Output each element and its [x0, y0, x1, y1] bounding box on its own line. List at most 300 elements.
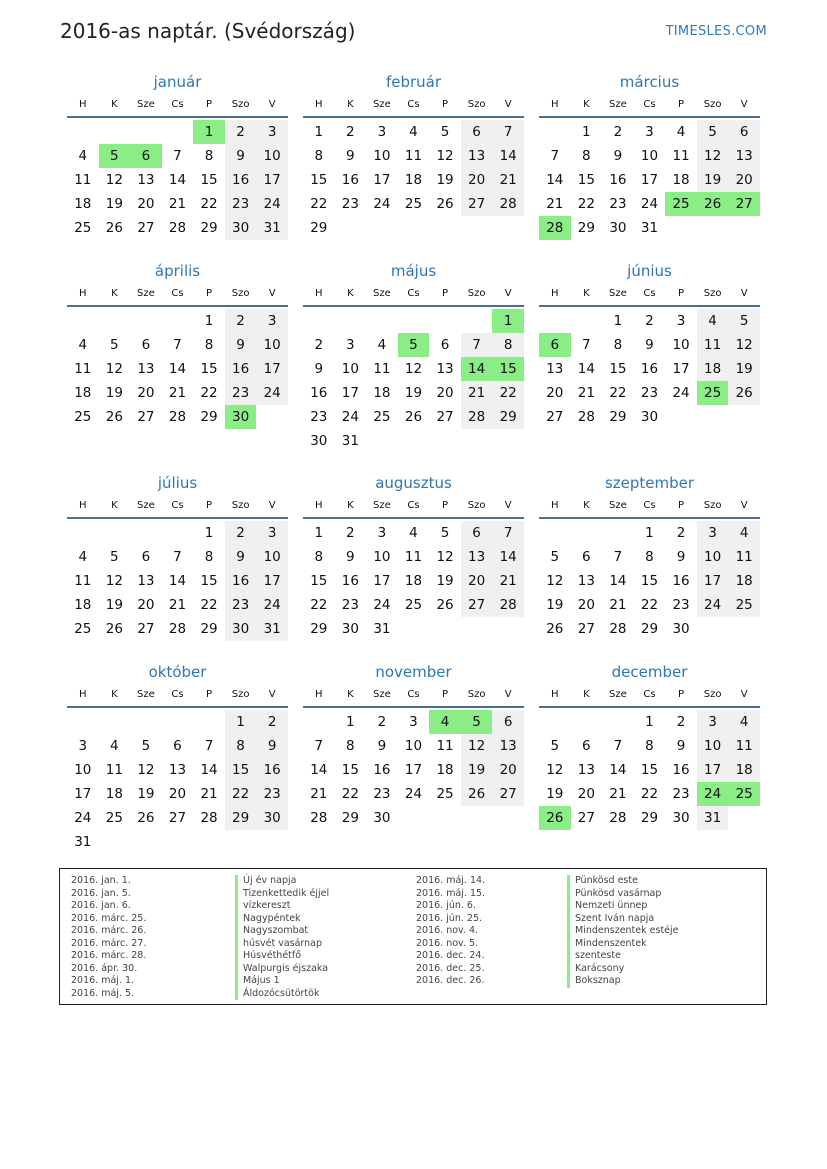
empty-day-cell — [571, 309, 603, 333]
day-cell: 24 — [74, 810, 92, 826]
day-cell: 23 — [640, 385, 659, 401]
empty-day-cell — [67, 309, 99, 333]
week-row — [67, 569, 288, 593]
empty-day-cell — [335, 216, 367, 240]
day-cell: 10 — [640, 148, 659, 164]
empty-day-cell — [665, 216, 697, 240]
day-cell: 8 — [346, 738, 355, 754]
week-row — [67, 734, 288, 758]
week-row — [67, 381, 288, 405]
day-cell: 28 — [168, 220, 187, 236]
week-row — [303, 357, 524, 381]
day-cell: 24 — [404, 786, 423, 802]
weekday-label: V — [504, 99, 512, 110]
weekday-label: Szo — [231, 288, 250, 299]
day-cell: 28 — [310, 810, 328, 826]
week-row — [303, 758, 524, 782]
empty-day-cell — [571, 710, 603, 734]
day-cell: 14 — [546, 172, 564, 188]
day-cell: 4 — [78, 549, 88, 565]
day-cell: 10 — [672, 337, 690, 353]
day-cell: 11 — [728, 734, 760, 758]
day-cell: 15 — [341, 762, 359, 778]
legend-holiday-date: 2016. márc. 26. — [71, 925, 147, 936]
day-cell: 19 — [436, 573, 454, 589]
empty-day-cell — [492, 806, 524, 830]
month-name: február — [385, 73, 442, 91]
weekday-label: P — [442, 99, 449, 110]
day-cell: 24 — [697, 593, 729, 617]
month-2 — [303, 72, 524, 240]
weekday-label: K — [111, 500, 118, 511]
day-cell: 6 — [582, 549, 591, 565]
day-cell: 17 — [697, 758, 729, 782]
day-cell: 12 — [105, 172, 123, 188]
weekday-label: H — [79, 500, 87, 511]
day-cell: 16 — [373, 762, 391, 778]
week-row — [539, 120, 760, 144]
legend-holiday-name: vízkereszt — [235, 900, 329, 913]
empty-day-cell — [461, 309, 493, 333]
day-cell: 21 — [168, 196, 187, 212]
weekday-label: K — [347, 288, 354, 299]
week-row — [303, 333, 524, 357]
empty-day-cell — [130, 309, 162, 333]
day-cell: 11 — [105, 762, 123, 778]
day-cell: 21 — [461, 381, 493, 405]
weekday-label: K — [347, 500, 354, 511]
week-row — [539, 144, 760, 168]
day-cell: 10 — [256, 144, 288, 168]
day-cell: 10 — [404, 738, 423, 754]
day-cell: 28 — [492, 192, 524, 216]
legend-holiday-name: szenteste — [567, 950, 679, 963]
day-cell: 11 — [404, 549, 423, 565]
legend-holiday-name: Mindenszentek estéje — [567, 925, 679, 938]
weekday-label: H — [551, 288, 559, 299]
day-cell: 29 — [200, 220, 218, 236]
weekday-label: H — [79, 288, 87, 299]
weekday-label: Szo — [467, 689, 486, 700]
day-cell: 14 — [577, 361, 595, 377]
day-cell: 15 — [310, 573, 328, 589]
day-cell: 22 — [310, 597, 328, 613]
week-row — [67, 521, 288, 545]
day-cell: 28 — [577, 409, 595, 425]
day-cell: 26 — [105, 621, 123, 637]
legend-holiday-name: húsvét vasárnap — [235, 938, 329, 951]
empty-day-cell — [256, 405, 288, 429]
day-cell: 18 — [74, 597, 92, 613]
day-cell: 20 — [546, 385, 564, 401]
weekday-label: Cs — [643, 99, 656, 110]
day-cell: 29 — [341, 810, 359, 826]
day-cell: 28 — [609, 810, 627, 826]
day-cell: 8 — [204, 549, 214, 565]
day-cell: 5 — [99, 144, 131, 168]
legend-holiday-name: Karácsony — [567, 963, 679, 976]
day-cell: 19 — [546, 786, 564, 802]
day-cell: 31 — [256, 617, 288, 641]
week-row — [303, 734, 524, 758]
empty-day-cell — [697, 617, 729, 641]
empty-day-cell — [461, 806, 493, 830]
weekday-label: Szo — [703, 689, 722, 700]
day-cell: 30 — [310, 433, 328, 449]
day-cell: 27 — [436, 409, 454, 425]
day-cell: 30 — [225, 405, 257, 429]
day-cell: 30 — [609, 220, 627, 236]
weekday-label: Cs — [407, 288, 420, 299]
day-cell: 27 — [137, 220, 155, 236]
day-cell: 10 — [256, 333, 288, 357]
week-row — [539, 168, 760, 192]
weekday-label: V — [504, 689, 512, 700]
day-cell: 24 — [697, 782, 729, 806]
day-cell: 1 — [582, 124, 591, 140]
weekday-label: P — [442, 689, 449, 700]
weekday-label: Cs — [407, 689, 420, 700]
day-cell: 5 — [440, 525, 450, 541]
weekday-label: V — [740, 500, 748, 511]
day-cell: 15 — [577, 172, 595, 188]
empty-day-cell — [697, 216, 729, 240]
day-cell: 27 — [137, 621, 155, 637]
day-cell: 15 — [225, 758, 257, 782]
day-cell: 9 — [645, 337, 654, 353]
week-row — [67, 192, 288, 216]
day-cell: 6 — [141, 337, 151, 353]
day-cell: 7 — [492, 521, 524, 545]
page-title: 2016-as naptár. (Svédország) — [60, 19, 356, 43]
empty-day-cell — [571, 521, 603, 545]
day-cell: 25 — [404, 597, 423, 613]
month-12 — [539, 662, 760, 830]
weekday-label: Cs — [171, 500, 184, 511]
empty-day-cell — [130, 710, 162, 734]
weekday-label: Szo — [231, 500, 250, 511]
day-cell: 17 — [640, 172, 659, 188]
day-cell: 5 — [398, 333, 430, 357]
day-cell: 5 — [728, 309, 760, 333]
empty-day-cell — [461, 216, 493, 240]
weekday-label: K — [347, 689, 354, 700]
week-row — [303, 429, 524, 453]
day-cell: 8 — [613, 337, 623, 353]
empty-day-cell — [67, 521, 99, 545]
day-cell: 15 — [609, 361, 627, 377]
day-cell: 16 — [341, 172, 359, 188]
day-cell: 13 — [168, 762, 187, 778]
weekday-header — [67, 94, 288, 118]
day-cell: 21 — [492, 569, 524, 593]
day-cell: 30 — [672, 621, 690, 637]
legend-dates-left — [71, 875, 146, 1000]
day-cell: 6 — [461, 120, 493, 144]
day-cell: 12 — [728, 333, 760, 357]
legend-holiday-name: Szent Iván napja — [567, 913, 679, 926]
day-cell: 21 — [168, 597, 187, 613]
day-cell: 10 — [697, 734, 729, 758]
day-cell: 16 — [225, 168, 257, 192]
legend-holiday-name: Áldozócsütörtök — [235, 988, 329, 1001]
day-cell: 1 — [492, 309, 524, 333]
day-cell: 29 — [200, 621, 218, 637]
empty-day-cell — [539, 521, 571, 545]
day-cell: 16 — [640, 361, 659, 377]
weekday-label: V — [268, 288, 276, 299]
legend-holiday-date: 2016. máj. 5. — [71, 987, 135, 999]
day-cell: 31 — [256, 216, 288, 240]
legend-holiday-name: Nagypéntek — [235, 913, 329, 926]
day-cell: 26 — [697, 192, 729, 216]
day-cell: 27 — [168, 810, 187, 826]
empty-day-cell — [398, 806, 430, 830]
day-cell: 6 — [728, 120, 760, 144]
day-cell: 4 — [409, 124, 418, 140]
week-row — [303, 168, 524, 192]
legend-holiday-name: Nemzeti ünnep — [567, 900, 679, 913]
day-cell: 5 — [440, 124, 450, 140]
week-row — [67, 545, 288, 569]
day-cell: 25 — [373, 409, 391, 425]
day-cell: 15 — [310, 172, 328, 188]
legend-holiday-name: Május 1 — [235, 975, 329, 988]
week-row — [67, 357, 288, 381]
empty-day-cell — [162, 830, 194, 854]
legend-holiday-date: 2016. jan. 6. — [71, 900, 131, 911]
weekday-label: H — [79, 689, 87, 700]
day-cell: 27 — [461, 593, 493, 617]
day-cell: 17 — [697, 569, 729, 593]
day-cell: 9 — [676, 738, 686, 754]
day-cell: 12 — [546, 573, 564, 589]
day-cell: 18 — [436, 762, 454, 778]
week-row — [303, 144, 524, 168]
day-cell: 16 — [672, 573, 690, 589]
weekday-label: K — [111, 99, 118, 110]
week-row — [539, 309, 760, 333]
day-cell: 20 — [492, 758, 524, 782]
day-cell: 13 — [492, 734, 524, 758]
day-cell: 31 — [341, 433, 359, 449]
day-cell: 31 — [373, 621, 391, 637]
day-cell: 3 — [409, 714, 418, 730]
weekday-label: V — [268, 500, 276, 511]
empty-day-cell — [602, 710, 634, 734]
day-cell: 11 — [404, 148, 423, 164]
day-cell: 2 — [676, 525, 686, 541]
day-cell: 19 — [137, 786, 155, 802]
empty-day-cell — [366, 216, 398, 240]
day-cell: 13 — [546, 361, 564, 377]
empty-day-cell — [398, 309, 430, 333]
day-cell: 10 — [697, 545, 729, 569]
day-cell: 14 — [492, 144, 524, 168]
week-row — [67, 120, 288, 144]
day-cell: 19 — [105, 385, 123, 401]
day-cell: 20 — [168, 786, 187, 802]
day-cell: 26 — [728, 381, 760, 405]
day-cell: 4 — [78, 148, 88, 164]
day-cell: 21 — [609, 786, 627, 802]
empty-day-cell — [366, 309, 398, 333]
day-cell: 27 — [546, 409, 564, 425]
day-cell: 9 — [377, 738, 387, 754]
day-cell: 25 — [74, 621, 92, 637]
weekday-label: Sze — [609, 99, 627, 110]
day-cell: 11 — [728, 545, 760, 569]
weekday-label: H — [551, 500, 559, 511]
brand-link[interactable]: TIMESLES.COM — [665, 24, 767, 39]
day-cell: 12 — [105, 573, 123, 589]
day-cell: 6 — [539, 333, 571, 357]
day-cell: 9 — [676, 549, 686, 565]
empty-day-cell — [162, 309, 194, 333]
legend-holiday-date: 2016. nov. 5. — [416, 937, 479, 949]
weekday-header — [67, 283, 288, 307]
day-cell: 18 — [74, 196, 92, 212]
empty-day-cell — [728, 806, 760, 830]
day-cell: 5 — [141, 738, 151, 754]
day-cell: 13 — [137, 573, 155, 589]
day-cell: 16 — [256, 758, 288, 782]
weekday-label: P — [442, 500, 449, 511]
day-cell: 11 — [436, 738, 454, 754]
day-cell: 29 — [492, 405, 524, 429]
day-cell: 2 — [346, 124, 355, 140]
week-row — [303, 405, 524, 429]
month-name: június — [627, 262, 672, 280]
month-name: november — [375, 663, 452, 681]
weekday-header — [67, 495, 288, 519]
day-cell: 23 — [672, 597, 690, 613]
day-cell: 9 — [613, 148, 623, 164]
day-cell: 7 — [492, 120, 524, 144]
month-name: szeptember — [604, 474, 695, 492]
day-cell: 30 — [672, 810, 690, 826]
week-row — [539, 734, 760, 758]
month-7 — [67, 473, 288, 641]
day-cell: 4 — [676, 124, 686, 140]
empty-day-cell — [728, 405, 760, 429]
weekday-header — [539, 495, 760, 519]
day-cell: 18 — [373, 385, 391, 401]
empty-day-cell — [429, 617, 461, 641]
day-cell: 1 — [204, 313, 214, 329]
day-cell: 2 — [314, 337, 324, 353]
empty-day-cell — [303, 309, 335, 333]
day-cell: 28 — [492, 593, 524, 617]
day-cell: 29 — [225, 806, 257, 830]
day-cell: 3 — [256, 521, 288, 545]
day-cell: 12 — [436, 549, 454, 565]
empty-day-cell — [99, 710, 131, 734]
weekday-label: V — [740, 689, 748, 700]
day-cell: 6 — [582, 738, 591, 754]
day-cell: 26 — [539, 806, 571, 830]
day-cell: 14 — [310, 762, 328, 778]
day-cell: 28 — [461, 405, 493, 429]
day-cell: 15 — [640, 762, 659, 778]
day-cell: 5 — [550, 549, 560, 565]
legend-holiday-date: 2016. márc. 27. — [71, 937, 147, 949]
day-cell: 13 — [461, 545, 493, 569]
empty-day-cell — [728, 617, 760, 641]
month-name: május — [390, 262, 437, 280]
weekday-label: Cs — [643, 288, 656, 299]
week-row — [303, 617, 524, 641]
weekday-label: Sze — [373, 99, 391, 110]
week-row — [67, 333, 288, 357]
legend-holiday-date: 2016. máj. 1. — [71, 975, 135, 986]
day-cell: 24 — [373, 196, 391, 212]
legend-holiday-date: 2016. jún. 6. — [416, 900, 477, 911]
weekday-label: Szo — [231, 689, 250, 700]
day-cell: 26 — [436, 196, 454, 212]
day-cell: 22 — [577, 196, 595, 212]
day-cell: 25 — [728, 593, 760, 617]
weekday-label: Sze — [137, 99, 155, 110]
legend-holiday-name: Mindenszentek — [567, 938, 679, 951]
day-cell: 21 — [609, 597, 627, 613]
day-cell: 31 — [74, 834, 92, 850]
week-row — [539, 381, 760, 405]
day-cell: 29 — [200, 409, 218, 425]
weekday-label: V — [504, 500, 512, 511]
day-cell: 26 — [105, 220, 123, 236]
day-cell: 17 — [373, 573, 391, 589]
day-cell: 14 — [492, 545, 524, 569]
empty-day-cell — [303, 710, 335, 734]
empty-day-cell — [67, 120, 99, 144]
day-cell: 17 — [256, 357, 288, 381]
day-cell: 4 — [78, 337, 88, 353]
day-cell: 2 — [225, 120, 257, 144]
day-cell: 4 — [728, 710, 760, 734]
empty-day-cell — [398, 617, 430, 641]
legend-holiday-name: Tizenkettedik éjjel — [235, 888, 329, 901]
weekday-header — [539, 283, 760, 307]
day-cell: 21 — [310, 786, 328, 802]
day-cell: 27 — [461, 192, 493, 216]
day-cell: 1 — [314, 525, 324, 541]
day-cell: 30 — [640, 409, 659, 425]
legend-holiday-name: Walpurgis éjszaka — [235, 963, 329, 976]
empty-day-cell — [539, 710, 571, 734]
day-cell: 6 — [492, 710, 524, 734]
month-6 — [539, 261, 760, 429]
day-cell: 17 — [672, 361, 690, 377]
day-cell: 30 — [341, 621, 359, 637]
week-row — [539, 782, 760, 806]
day-cell: 19 — [697, 168, 729, 192]
day-cell: 20 — [137, 196, 155, 212]
day-cell: 6 — [141, 549, 151, 565]
day-cell: 7 — [613, 738, 623, 754]
week-row — [539, 758, 760, 782]
day-cell: 10 — [341, 361, 359, 377]
day-cell: 29 — [609, 409, 627, 425]
day-cell: 26 — [546, 621, 564, 637]
day-cell: 8 — [314, 148, 324, 164]
day-cell: 2 — [225, 309, 257, 333]
week-row — [539, 545, 760, 569]
day-cell: 6 — [130, 144, 162, 168]
day-cell: 12 — [105, 361, 123, 377]
empty-day-cell — [429, 309, 461, 333]
day-cell: 24 — [256, 192, 288, 216]
